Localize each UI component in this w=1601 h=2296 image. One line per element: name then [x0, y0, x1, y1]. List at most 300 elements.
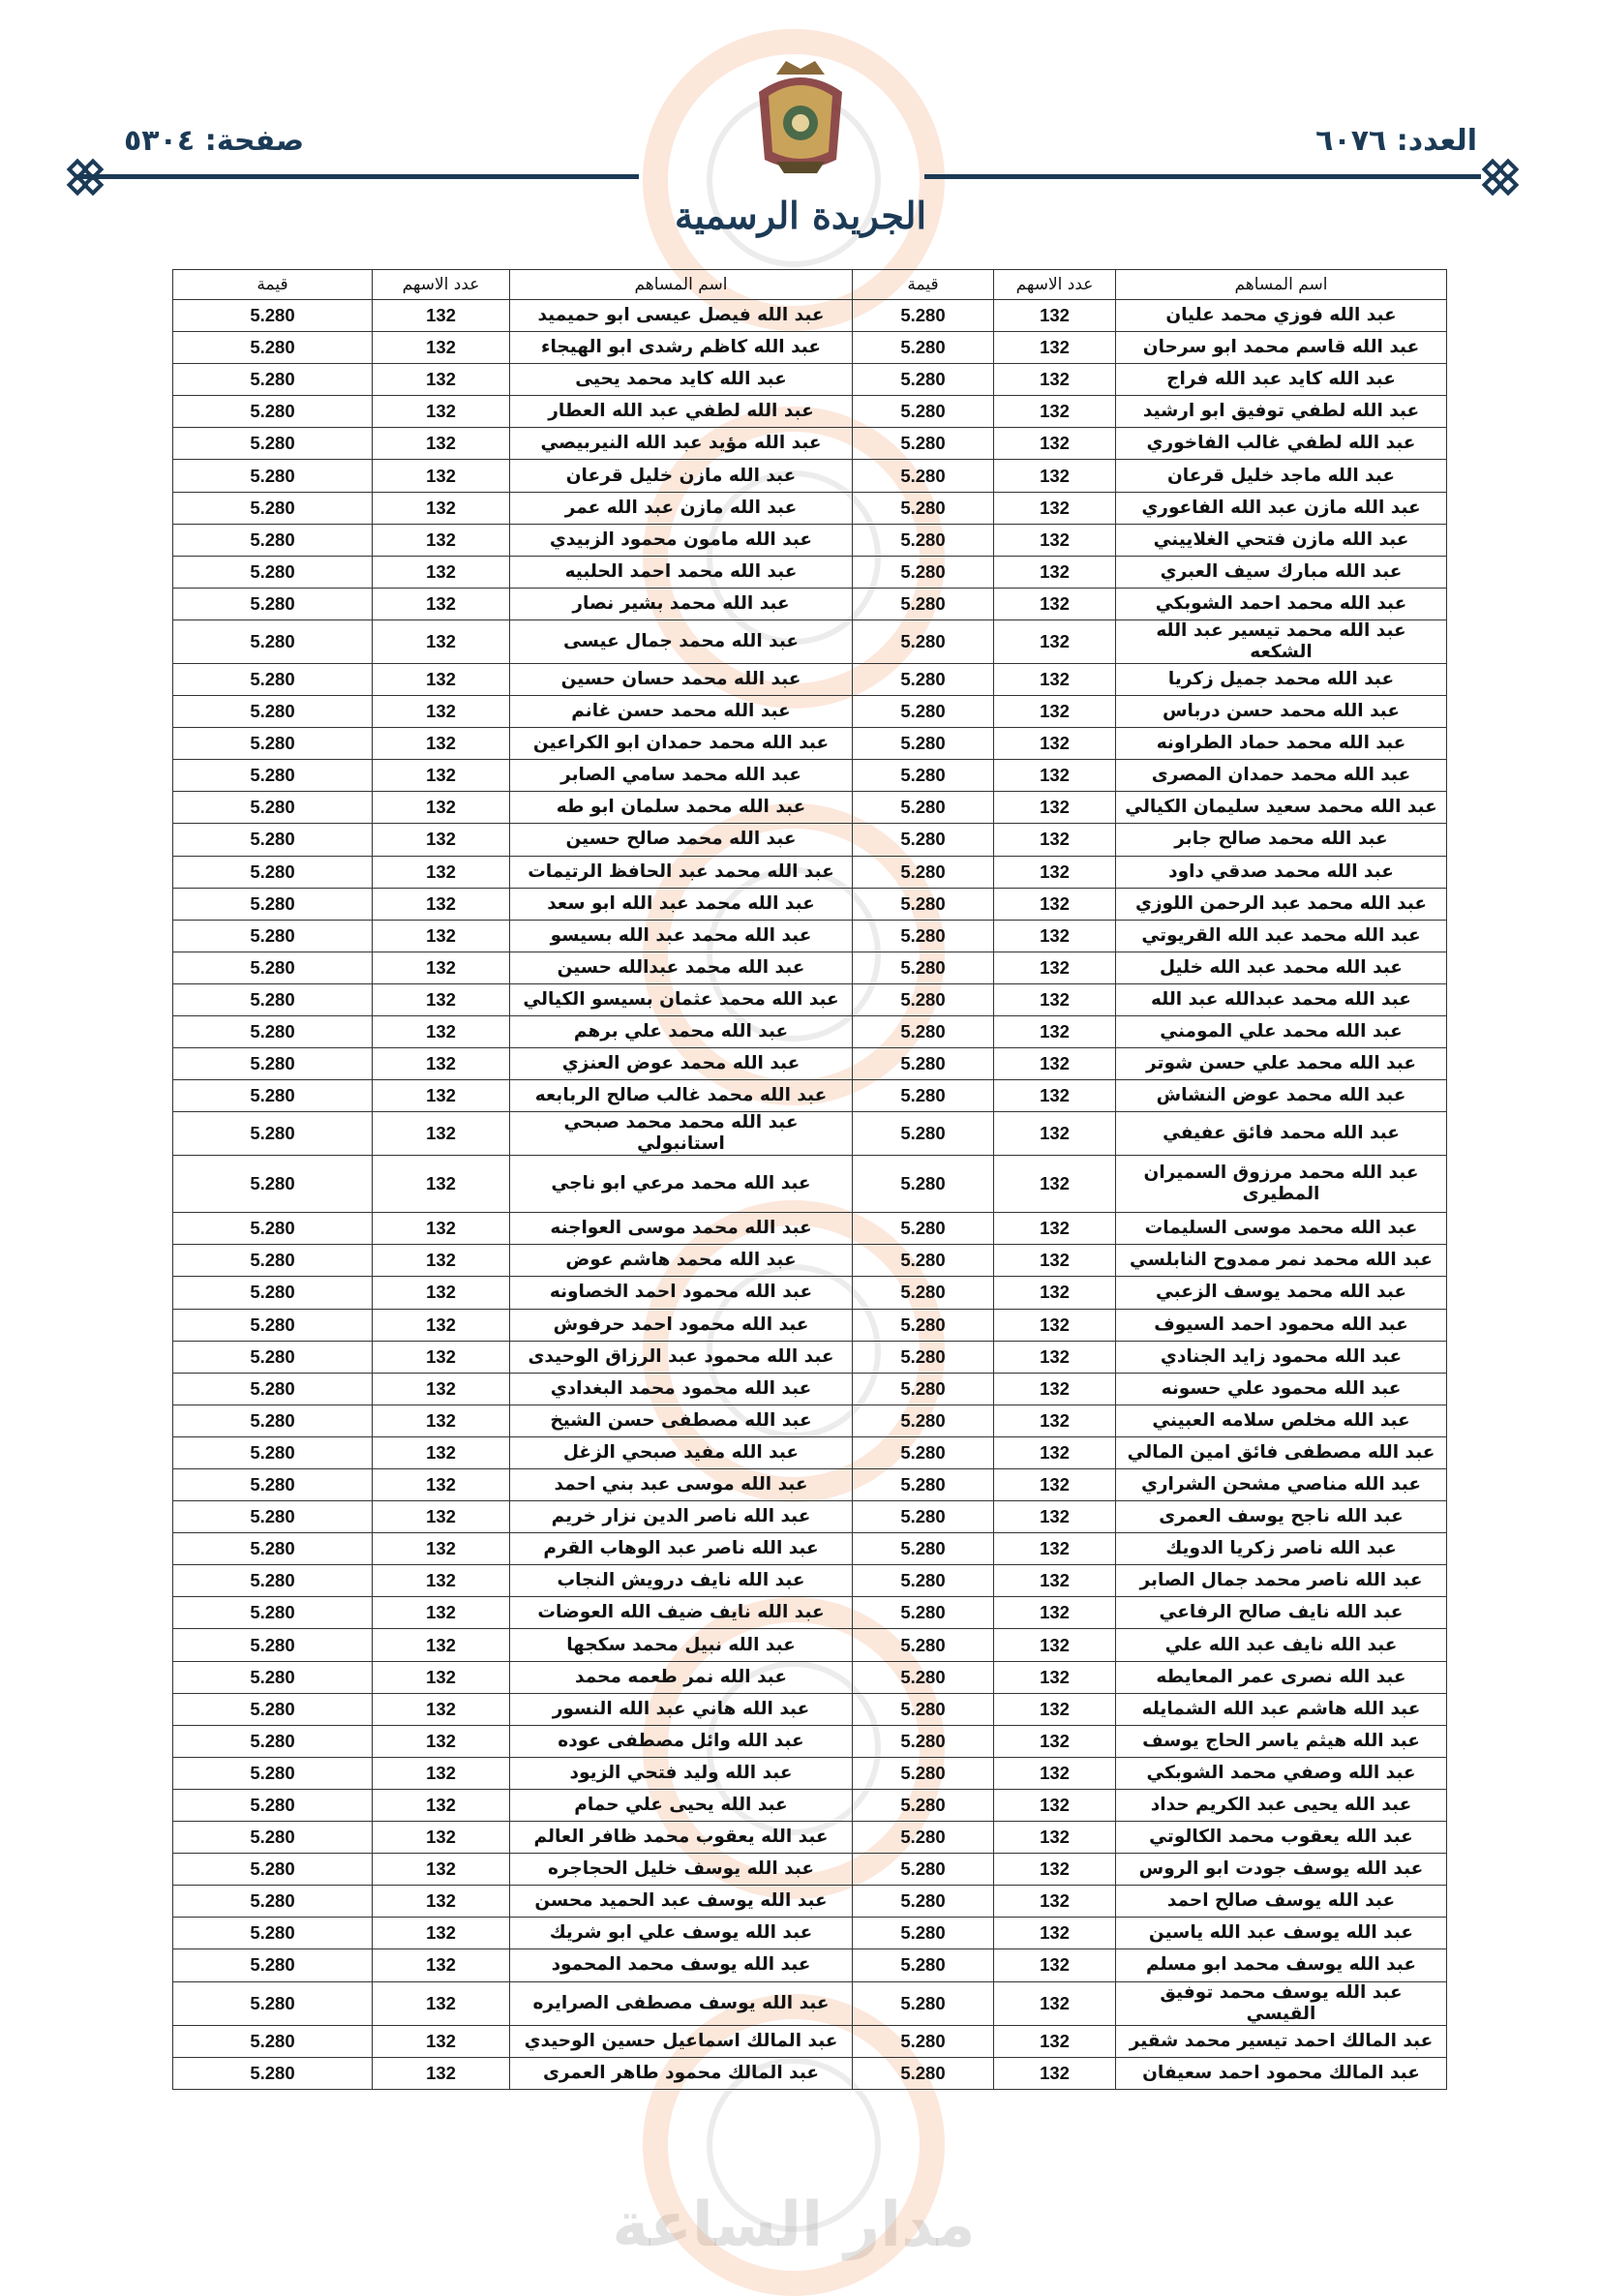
shareholder-name: عبد الله محمد محمد صبحي استانبولي: [510, 1112, 853, 1156]
shareholder-name: عبد الله مفيد صبحي الزغل: [510, 1436, 853, 1468]
table-row: [173, 332, 1447, 364]
share-count: 132: [994, 1981, 1116, 2025]
share-value: 5.280: [853, 1213, 994, 1245]
share-value: 5.280: [853, 1949, 994, 1981]
share-count: 132: [373, 1854, 510, 1886]
table-row: [173, 792, 1447, 824]
share-count: 132: [373, 1469, 510, 1501]
shareholder-name: عبد الله يوسف عبد الله ياسين: [1116, 1918, 1447, 1949]
shareholder-name: عبد المالك اسماعيل حسين الوحيدي: [510, 2025, 853, 2057]
share-value: 5.280: [173, 1886, 373, 1918]
shareholder-name: عبد الله قاسم محمد ابو سرحان: [1116, 332, 1447, 364]
table-row: [173, 460, 1447, 492]
share-value: 5.280: [853, 824, 994, 856]
shareholder-name: عبد الله موسى عبد بني احمد: [510, 1469, 853, 1501]
page-header: [0, 0, 1601, 261]
share-value: 5.280: [173, 792, 373, 824]
share-count: 132: [373, 792, 510, 824]
share-value: 5.280: [173, 1112, 373, 1156]
share-count: 132: [994, 460, 1116, 492]
shareholder-name: عبد الله وائل مصطفى عوده: [510, 1725, 853, 1757]
share-count: 132: [373, 1693, 510, 1725]
shareholder-name: عبد الله مازن عبد الله الفاعوري: [1116, 492, 1447, 524]
share-value: 5.280: [853, 1501, 994, 1533]
shareholder-name: عبد الله محمد عبد الرحمن اللوزي: [1116, 888, 1447, 920]
watermark-text: مدار الساعة: [612, 2190, 976, 2261]
share-value: 5.280: [173, 1565, 373, 1597]
shareholder-name: عبد الله كايد محمد يحيى: [510, 364, 853, 396]
shareholder-name: عبد الله محمد عوض العنزي: [510, 1048, 853, 1080]
share-value: 5.280: [173, 364, 373, 396]
share-count: 132: [373, 824, 510, 856]
share-count: 132: [373, 556, 510, 588]
shareholder-name: عبد الله نصرى عمر المعايطه: [1116, 1661, 1447, 1693]
share-value: 5.280: [853, 524, 994, 556]
table-row: [173, 1213, 1447, 1245]
share-value: 5.280: [853, 1533, 994, 1565]
table-row: [173, 2057, 1447, 2089]
coat-of-arms-icon: [747, 53, 854, 179]
shareholder-name: عبد الله محمد مرزوق السميران المطيرى: [1116, 1156, 1447, 1213]
shareholder-name: عبد الله يحيى عبد الكريم حداد: [1116, 1789, 1447, 1821]
share-value: 5.280: [853, 1725, 994, 1757]
share-value: 5.280: [173, 1277, 373, 1309]
share-value: 5.280: [173, 760, 373, 792]
table-row: [173, 1341, 1447, 1373]
table-row: [173, 1156, 1447, 1213]
table-row: [173, 1277, 1447, 1309]
share-count: 132: [373, 888, 510, 920]
share-value: 5.280: [853, 1981, 994, 2025]
share-count: 132: [373, 1373, 510, 1405]
table-row: [173, 2025, 1447, 2057]
share-value: 5.280: [853, 1629, 994, 1661]
shareholder-name: عبد الله يحيى علي حمام: [510, 1789, 853, 1821]
share-count: 132: [373, 1886, 510, 1918]
table-row: [173, 728, 1447, 760]
shareholder-name: عبد الله محمد هاشم عوض: [510, 1245, 853, 1277]
share-value: 5.280: [173, 1405, 373, 1436]
share-value: 5.280: [173, 1693, 373, 1725]
table-row: [173, 1436, 1447, 1468]
share-count: 132: [373, 524, 510, 556]
shareholder-name: عبد الله نايف صالح الرفاعي: [1116, 1597, 1447, 1629]
share-value: 5.280: [173, 524, 373, 556]
shareholder-name: عبد الله محمود احمد حرفوش: [510, 1309, 853, 1341]
shareholder-name: عبد الله محمد عبدالله عبد الله: [1116, 983, 1447, 1015]
table-row: [173, 696, 1447, 728]
shareholder-name: عبد الله محمد موسى العواجنه: [510, 1213, 853, 1245]
table-row: [173, 1080, 1447, 1112]
share-value: 5.280: [173, 1661, 373, 1693]
share-count: 132: [373, 1981, 510, 2025]
column-header: عدد الاسهم: [373, 270, 510, 300]
share-value: 5.280: [853, 428, 994, 460]
shareholder-name: عبد الله محمد علي حسن شوتر: [1116, 1048, 1447, 1080]
shareholder-name: عبد الله يوسف جودت ابو الروس: [1116, 1854, 1447, 1886]
share-count: 132: [373, 920, 510, 952]
table-row: [173, 1981, 1447, 2025]
share-value: 5.280: [173, 2025, 373, 2057]
shareholder-name: عبد الله يوسف محمد توفيق القيسي: [1116, 1981, 1447, 2025]
share-count: 132: [373, 760, 510, 792]
share-value: 5.280: [853, 1048, 994, 1080]
ornament-knot-icon: [1481, 158, 1520, 196]
share-count: 132: [373, 856, 510, 888]
shareholder-name: عبد الله محمد حسن درباس: [1116, 696, 1447, 728]
share-count: 132: [994, 1918, 1116, 1949]
share-count: 132: [373, 492, 510, 524]
shareholder-name: عبد المالك محمود طاهر العمرى: [510, 2057, 853, 2089]
shareholder-name: عبد المالك احمد تيسير محمد شقير: [1116, 2025, 1447, 2057]
share-count: 132: [994, 1501, 1116, 1533]
shareholder-name: عبد الله مامون محمود الزبيدي: [510, 524, 853, 556]
share-value: 5.280: [853, 492, 994, 524]
share-value: 5.280: [853, 1789, 994, 1821]
shareholder-name: عبد الله لطفي توفيق ابو ارشيد: [1116, 396, 1447, 428]
share-count: 132: [994, 1015, 1116, 1047]
share-count: 132: [994, 824, 1116, 856]
shareholder-name: عبد الله محمد حمدان المصرى: [1116, 760, 1447, 792]
share-count: 132: [373, 1015, 510, 1047]
share-count: 132: [994, 300, 1116, 332]
table-row: [173, 1693, 1447, 1725]
table-row: [173, 888, 1447, 920]
shareholder-name: عبد الله مبارك سيف العبري: [1116, 556, 1447, 588]
table-row: [173, 1854, 1447, 1886]
share-count: 132: [994, 1373, 1116, 1405]
share-count: 132: [994, 1405, 1116, 1436]
share-value: 5.280: [173, 2057, 373, 2089]
table-header-row: [173, 270, 1447, 300]
share-count: 132: [994, 888, 1116, 920]
share-count: 132: [994, 792, 1116, 824]
shareholder-name: عبد الله مؤيد عبد الله النيربيصي: [510, 428, 853, 460]
table-row: [173, 1048, 1447, 1080]
shareholder-name: عبد الله لطفي عبد الله العطار: [510, 396, 853, 428]
shareholders-table: [172, 269, 1447, 2090]
share-count: 132: [994, 1822, 1116, 1854]
issue-number: العدد: ٦٠٧٦: [1315, 124, 1477, 158]
share-value: 5.280: [173, 492, 373, 524]
table-row: [173, 1918, 1447, 1949]
share-count: 132: [373, 663, 510, 695]
shareholder-name: عبد الله محمد صدقي داود: [1116, 856, 1447, 888]
table-row: [173, 428, 1447, 460]
shareholder-name: عبد الله محمد حمدان ابو الكراعين: [510, 728, 853, 760]
share-count: 132: [373, 332, 510, 364]
shareholder-name: عبد الله نمر طعمه محمد: [510, 1661, 853, 1693]
share-value: 5.280: [173, 1436, 373, 1468]
share-value: 5.280: [853, 300, 994, 332]
shareholder-name: عبد الله محمد عبد الحافظ الرتيمات: [510, 856, 853, 888]
share-count: 132: [373, 300, 510, 332]
share-count: 132: [373, 1080, 510, 1112]
table-row: [173, 1373, 1447, 1405]
shareholder-name: عبد الله يوسف صالح احمد: [1116, 1886, 1447, 1918]
shareholder-name: عبد الله محمد علي المومني: [1116, 1015, 1447, 1047]
shareholder-name: عبد الله نايف درويش النجاب: [510, 1565, 853, 1597]
shareholder-name: عبد الله محمد غالب صالح الربابعه: [510, 1080, 853, 1112]
gazette-title: الجريدة الرسمية: [674, 194, 927, 237]
table-row: [173, 983, 1447, 1015]
share-count: 132: [994, 1341, 1116, 1373]
shareholder-name: عبد الله محمد صالح حسين: [510, 824, 853, 856]
table-row: [173, 1501, 1447, 1533]
shareholder-name: عبد الله ناصر محمد جمال الصابر: [1116, 1565, 1447, 1597]
share-count: 132: [994, 1629, 1116, 1661]
share-count: 132: [994, 1533, 1116, 1565]
share-value: 5.280: [173, 396, 373, 428]
share-value: 5.280: [173, 728, 373, 760]
table-row: [173, 619, 1447, 663]
shareholder-name: عبد الله هاشم عبد الله الشمايله: [1116, 1693, 1447, 1725]
share-value: 5.280: [173, 1048, 373, 1080]
table-row: [173, 760, 1447, 792]
share-count: 132: [994, 524, 1116, 556]
share-count: 132: [373, 1245, 510, 1277]
share-value: 5.280: [173, 300, 373, 332]
shareholder-name: عبد الله مصطفى فائق امين المالي: [1116, 1436, 1447, 1468]
table-row: [173, 588, 1447, 619]
share-count: 132: [994, 1245, 1116, 1277]
share-count: 132: [373, 983, 510, 1015]
share-value: 5.280: [173, 856, 373, 888]
shareholder-name: عبد المالك محمود احمد سعيفان: [1116, 2057, 1447, 2089]
share-value: 5.280: [173, 1309, 373, 1341]
table-row: [173, 1565, 1447, 1597]
share-count: 132: [373, 1501, 510, 1533]
share-value: 5.280: [853, 888, 994, 920]
share-count: 132: [994, 1565, 1116, 1597]
shareholder-name: عبد الله محمود زايد الجنادي: [1116, 1341, 1447, 1373]
shareholder-name: عبد الله محمد علي برهم: [510, 1015, 853, 1047]
share-value: 5.280: [173, 1533, 373, 1565]
shareholder-name: عبد الله مازن خليل قرعان: [510, 460, 853, 492]
shareholder-name: عبد الله كاظم رشدى ابو الهيجاء: [510, 332, 853, 364]
share-value: 5.280: [173, 1156, 373, 1213]
share-count: 132: [373, 696, 510, 728]
share-value: 5.280: [173, 1080, 373, 1112]
table-row: [173, 1597, 1447, 1629]
share-value: 5.280: [853, 1822, 994, 1854]
shareholder-name: عبد الله يوسف محمد ابو مسلم: [1116, 1949, 1447, 1981]
share-value: 5.280: [173, 1597, 373, 1629]
column-header: قيمة: [853, 270, 994, 300]
table-row: [173, 556, 1447, 588]
share-count: 132: [994, 1436, 1116, 1468]
table-row: [173, 1309, 1447, 1341]
share-value: 5.280: [853, 696, 994, 728]
share-count: 132: [994, 619, 1116, 663]
shareholder-name: عبد الله يوسف عبد الحميد محسن: [510, 1886, 853, 1918]
share-count: 132: [994, 920, 1116, 952]
shareholder-name: عبد الله محمد عوض النشاش: [1116, 1080, 1447, 1112]
share-value: 5.280: [173, 1918, 373, 1949]
shareholder-name: عبد الله محمد صالح جابر: [1116, 824, 1447, 856]
share-count: 132: [994, 492, 1116, 524]
share-count: 132: [994, 1725, 1116, 1757]
share-count: 132: [994, 1854, 1116, 1886]
share-value: 5.280: [173, 556, 373, 588]
shareholder-name: عبد الله مناصي مشحن الشراري: [1116, 1469, 1447, 1501]
share-count: 132: [373, 1309, 510, 1341]
share-count: 132: [994, 1757, 1116, 1789]
shareholder-name: عبد الله ناجح يوسف العمرى: [1116, 1501, 1447, 1533]
shareholder-name: عبد الله محمد نمر ممدوح النابلسي: [1116, 1245, 1447, 1277]
share-value: 5.280: [173, 983, 373, 1015]
share-value: 5.280: [173, 1501, 373, 1533]
table-row: [173, 364, 1447, 396]
share-value: 5.280: [173, 1469, 373, 1501]
share-value: 5.280: [173, 1981, 373, 2025]
share-count: 132: [994, 556, 1116, 588]
table-row: [173, 1405, 1447, 1436]
shareholder-name: عبد الله محمد تيسير عبد الله الشكعه: [1116, 619, 1447, 663]
share-count: 132: [994, 696, 1116, 728]
table-row: [173, 396, 1447, 428]
share-value: 5.280: [173, 1725, 373, 1757]
share-count: 132: [373, 1661, 510, 1693]
table-row: [173, 1629, 1447, 1661]
share-value: 5.280: [853, 588, 994, 619]
shareholder-name: عبد الله محمود علي حسونه: [1116, 1373, 1447, 1405]
share-count: 132: [994, 364, 1116, 396]
table-row: [173, 524, 1447, 556]
share-count: 132: [373, 1048, 510, 1080]
shareholder-name: عبد الله ناصر زكريا الدويك: [1116, 1533, 1447, 1565]
share-count: 132: [373, 1629, 510, 1661]
share-value: 5.280: [853, 1565, 994, 1597]
shareholder-name: عبد الله يعقوب محمد الكالوتي: [1116, 1822, 1447, 1854]
share-value: 5.280: [853, 1693, 994, 1725]
shareholder-name: عبد الله كايد عبد الله فراج: [1116, 364, 1447, 396]
shareholder-name: عبد الله يوسف محمد المحمود: [510, 1949, 853, 1981]
share-count: 132: [994, 1213, 1116, 1245]
share-count: 132: [373, 1112, 510, 1156]
shareholder-name: عبد الله محمد عبد الله بسيسو: [510, 920, 853, 952]
shareholder-name: عبد الله نبيل محمد سكجها: [510, 1629, 853, 1661]
shareholder-name: عبد الله محمد حماد الطراونه: [1116, 728, 1447, 760]
share-value: 5.280: [853, 792, 994, 824]
header-rule-right: [924, 174, 1481, 179]
share-count: 132: [994, 1469, 1116, 1501]
table-row: [173, 663, 1447, 695]
shareholder-name: عبد الله مصطفى حسن الشيخ: [510, 1405, 853, 1436]
share-value: 5.280: [853, 2057, 994, 2089]
share-value: 5.280: [173, 619, 373, 663]
share-value: 5.280: [853, 1405, 994, 1436]
share-value: 5.280: [853, 460, 994, 492]
shareholder-name: عبد الله مازن فتحي الغلاييني: [1116, 524, 1447, 556]
share-value: 5.280: [853, 1436, 994, 1468]
share-count: 132: [373, 428, 510, 460]
shareholder-name: عبد الله محمود محمد البغدادي: [510, 1373, 853, 1405]
share-value: 5.280: [853, 1469, 994, 1501]
shareholder-name: عبد الله محمود عبد الرزاق الوحيدى: [510, 1341, 853, 1373]
header-rule-left: [77, 174, 639, 179]
share-count: 132: [373, 1918, 510, 1949]
shareholder-name: عبد الله محمد موسى السليمات: [1116, 1213, 1447, 1245]
share-count: 132: [373, 1597, 510, 1629]
share-count: 132: [994, 1156, 1116, 1213]
share-count: 132: [994, 1112, 1116, 1156]
shareholder-name: عبد الله يعقوب محمد ظافر العالم: [510, 1822, 853, 1854]
shareholder-name: عبد الله يوسف علي ابو شريك: [510, 1918, 853, 1949]
column-header: اسم المساهم: [510, 270, 853, 300]
share-count: 132: [373, 1213, 510, 1245]
share-count: 132: [994, 1080, 1116, 1112]
shareholder-name: عبد الله يوسف خليل الحجاجره: [510, 1854, 853, 1886]
share-value: 5.280: [173, 1373, 373, 1405]
shareholder-name: عبد الله مازن عبد الله عمر: [510, 492, 853, 524]
column-header: قيمة: [173, 270, 373, 300]
shareholder-name: عبد الله لطفي غالب الفاخوري: [1116, 428, 1447, 460]
shareholder-name: عبد الله محمد احمد الشوبكي: [1116, 588, 1447, 619]
shareholder-name: عبد الله ماجد خليل قرعان: [1116, 460, 1447, 492]
shareholder-name: عبد الله محمد بشير نصار: [510, 588, 853, 619]
share-value: 5.280: [853, 663, 994, 695]
share-value: 5.280: [853, 856, 994, 888]
shareholder-name: عبد الله محمد جمال عيسى: [510, 619, 853, 663]
share-count: 132: [373, 1277, 510, 1309]
shareholder-name: عبد الله محمد احمد الحلبيه: [510, 556, 853, 588]
share-count: 132: [994, 1597, 1116, 1629]
share-value: 5.280: [173, 888, 373, 920]
share-count: 132: [994, 1693, 1116, 1725]
share-count: 132: [373, 619, 510, 663]
shareholder-name: عبد الله نايف عبد الله علي: [1116, 1629, 1447, 1661]
share-count: 132: [373, 1822, 510, 1854]
table-row: [173, 1757, 1447, 1789]
table-row: [173, 1822, 1447, 1854]
share-value: 5.280: [853, 1341, 994, 1373]
shareholder-name: عبد الله هاني عبد الله النسور: [510, 1693, 853, 1725]
share-value: 5.280: [853, 1015, 994, 1047]
share-count: 132: [994, 1789, 1116, 1821]
share-count: 132: [994, 332, 1116, 364]
share-count: 132: [994, 588, 1116, 619]
share-count: 132: [994, 760, 1116, 792]
shareholder-name: عبد الله محمود احمد السيوف: [1116, 1309, 1447, 1341]
share-value: 5.280: [853, 1373, 994, 1405]
shareholder-name: عبد الله محمد عبد الله ابو سعد: [510, 888, 853, 920]
share-value: 5.280: [173, 1341, 373, 1373]
share-count: 132: [373, 1533, 510, 1565]
share-value: 5.280: [853, 1245, 994, 1277]
column-header: اسم المساهم: [1116, 270, 1447, 300]
shareholder-name: عبد الله محمد يوسف الزعبي: [1116, 1277, 1447, 1309]
share-value: 5.280: [173, 1757, 373, 1789]
share-value: 5.280: [853, 983, 994, 1015]
share-count: 132: [994, 428, 1116, 460]
share-value: 5.280: [853, 1886, 994, 1918]
share-value: 5.280: [853, 1854, 994, 1886]
share-value: 5.280: [173, 428, 373, 460]
shareholder-name: عبد الله هيثم ياسر الحاج يوسف: [1116, 1725, 1447, 1757]
share-count: 132: [994, 1661, 1116, 1693]
share-count: 132: [373, 1156, 510, 1213]
shareholder-name: عبد الله محمد حسان حسين: [510, 663, 853, 695]
table-row: [173, 1112, 1447, 1156]
share-value: 5.280: [173, 588, 373, 619]
shareholder-name: عبد الله يوسف مصطفى الصرايره: [510, 1981, 853, 2025]
table-row: [173, 824, 1447, 856]
share-count: 132: [373, 1436, 510, 1468]
column-header: عدد الاسهم: [994, 270, 1116, 300]
share-value: 5.280: [173, 920, 373, 952]
share-value: 5.280: [173, 1854, 373, 1886]
